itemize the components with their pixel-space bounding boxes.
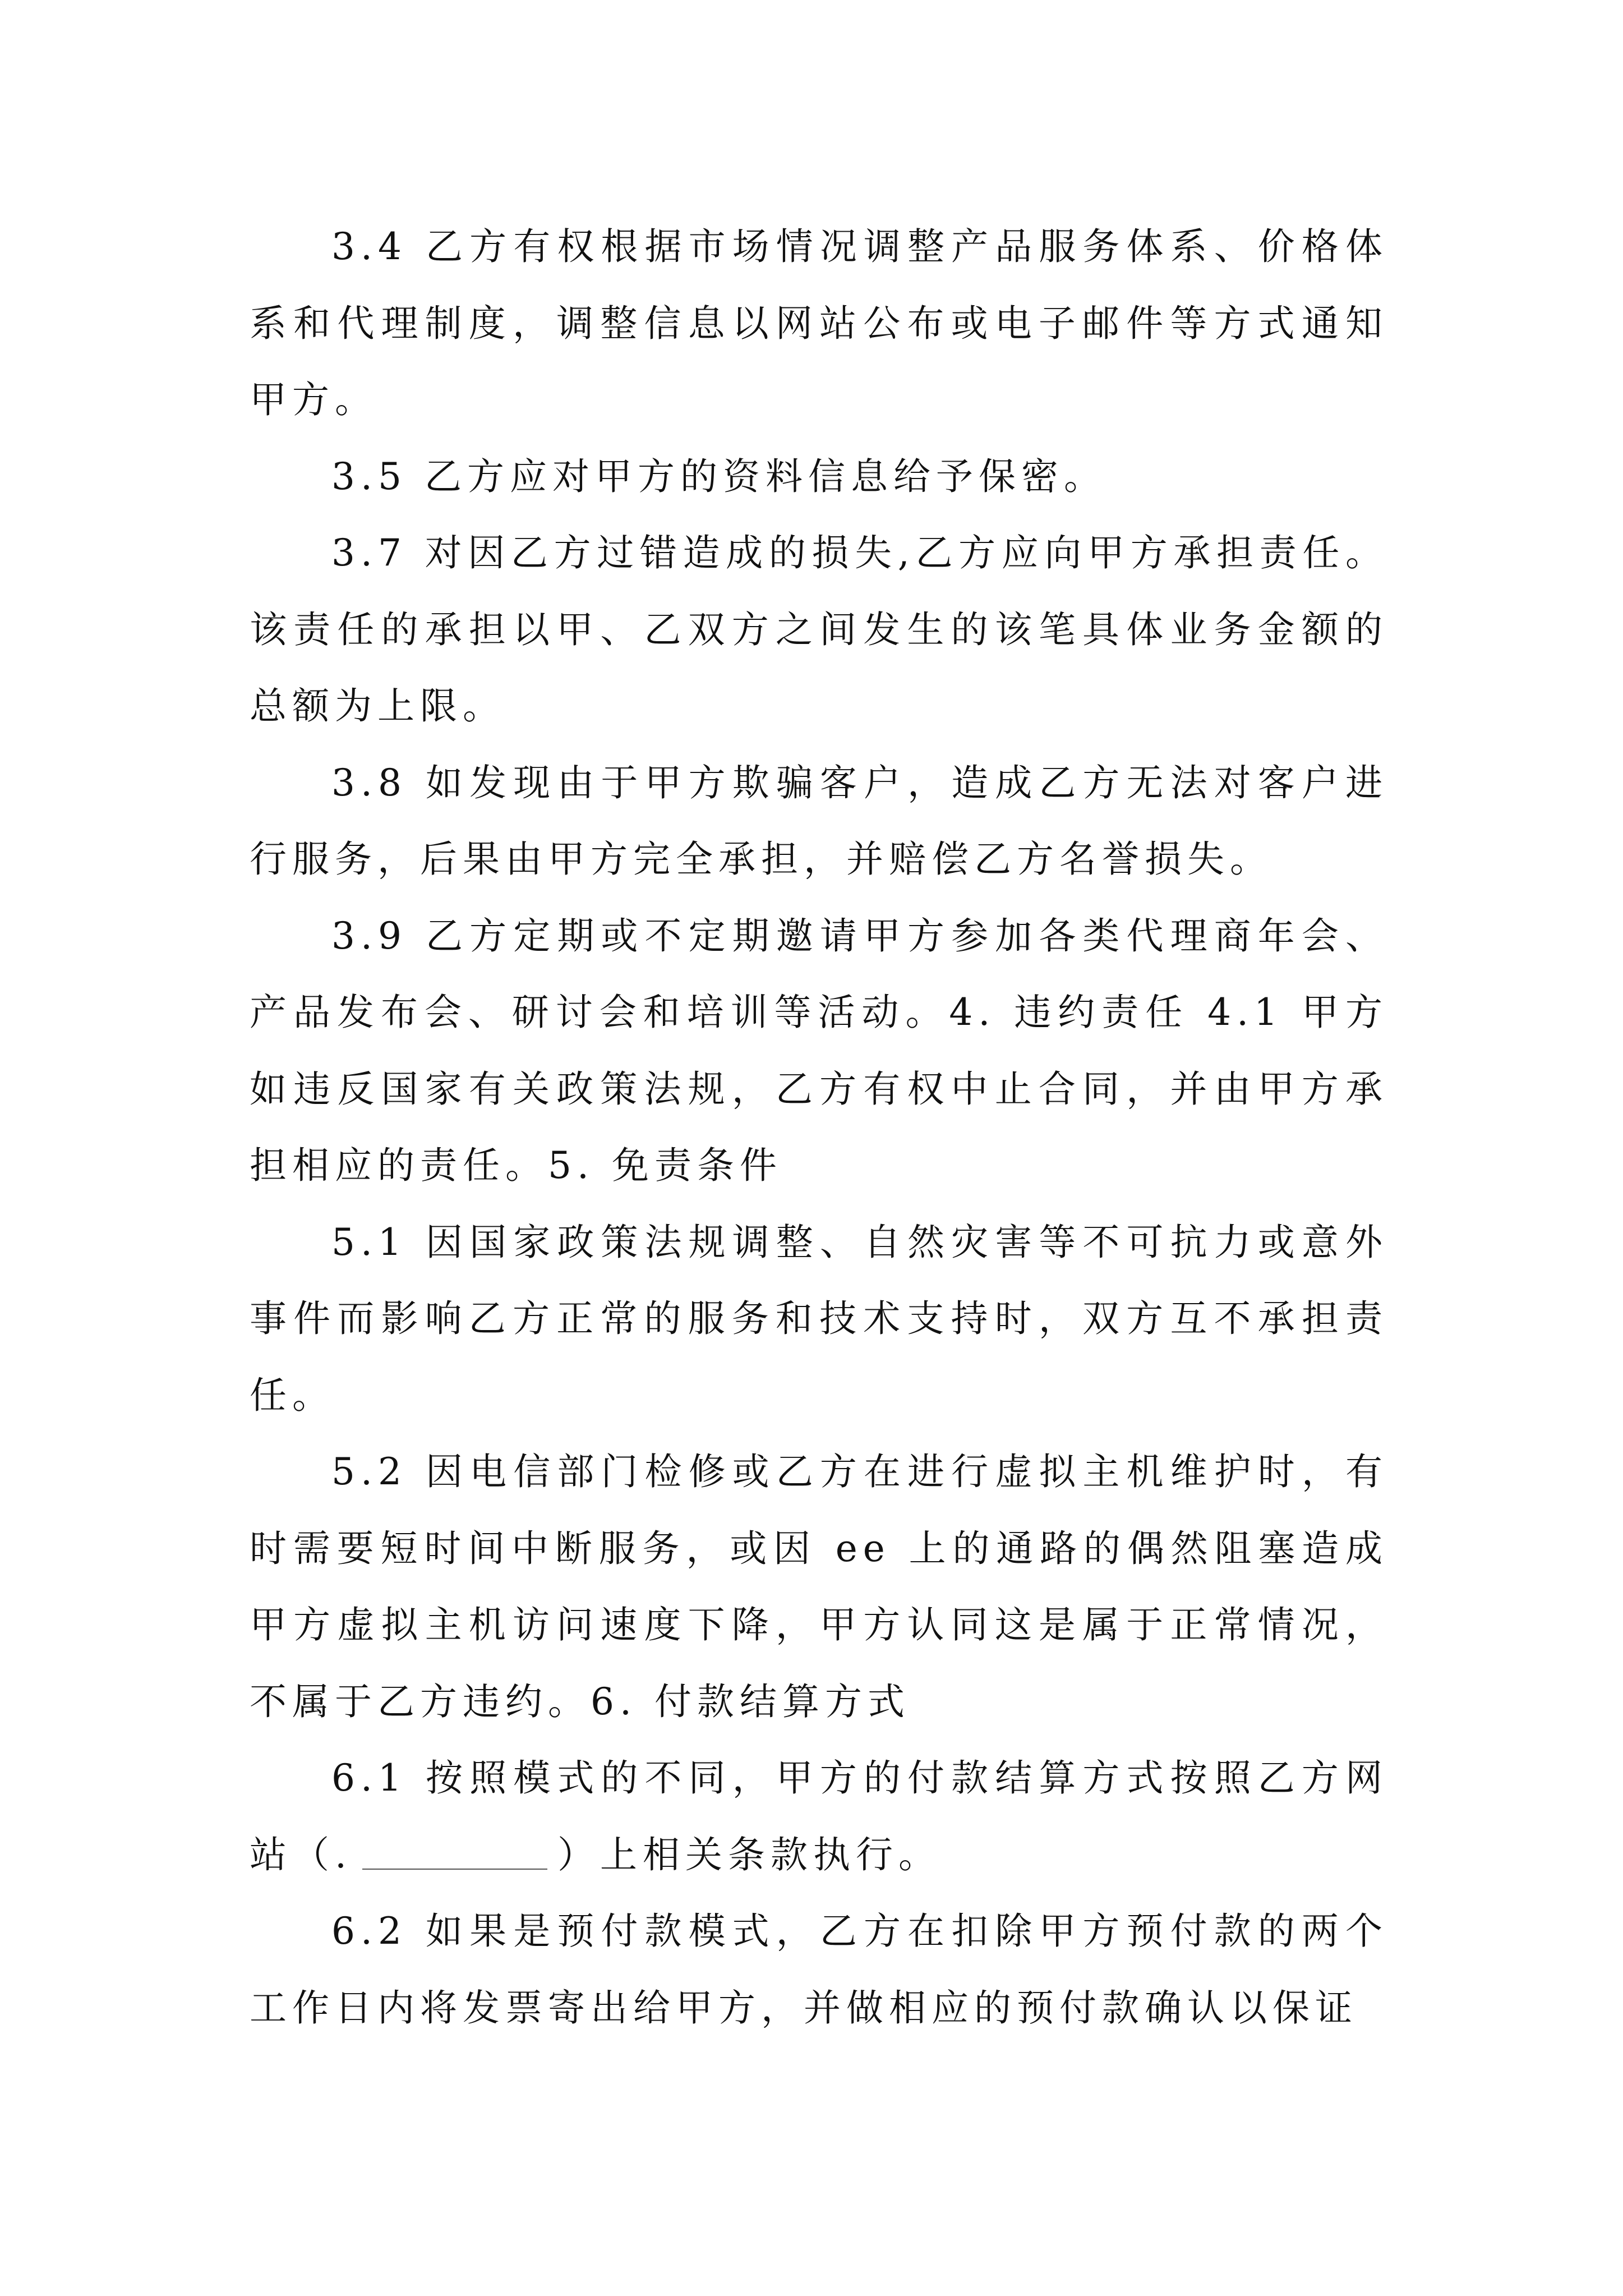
clause-6-1 bbox=[250, 1740, 1388, 1893]
website-blank-field bbox=[362, 1832, 547, 1870]
clause-3-7: 3.7 对因乙方过错造成的损失,乙方应向甲方承担责任。该责任的承担以甲、乙双方之间发生的该笔具体业务金额的总额为上限。 bbox=[250, 531, 1388, 728]
clause-3-9: 3.9 乙方定期或不定期邀请甲方参加各类代理商年会、产品发布会、研讨会和培训等活动。4. 违约责任 4.1 甲方如违反国家有关政策法规，乙方有权中止合同，并由甲方承担相应的责任。5. 免责条件 bbox=[250, 914, 1388, 1187]
clause-3-4: 3.4 乙方有权根据市场情况调整产品服务体系、价格体系和代理制度，调整信息以网站公布或电子邮件等方式通知甲方。 bbox=[250, 225, 1388, 421]
clause-5-1: 5.1 因国家政策法规调整、自然灾害等不可抗力或意外事件而影响乙方正常的服务和技术支持时，双方互不承担责任。 bbox=[250, 1220, 1388, 1417]
clause-3-8: 3.8 如发现由于甲方欺骗客户，造成乙方无法对客户进行服务，后果由甲方完全承担，并赔偿乙方名誉损失。 bbox=[250, 761, 1388, 881]
clause-6-2: 6.2 如果是预付款模式，乙方在扣除甲方预付款的两个工作日内将发票寄出给甲方，并做相应的预付款确认以保证 bbox=[250, 1910, 1388, 2030]
clause-3-5: 3.5 乙方应对甲方的资料信息给予保密。 bbox=[331, 454, 1106, 498]
clause-6-1-after: ）上相关条款执行。 bbox=[557, 1833, 941, 1876]
clause-5-2: 5.2 因电信部门检修或乙方在进行虚拟主机维护时，有时需要短时间中断服务，或因 ee 上的通路的偶然阻塞造成甲方虚拟主机访问速度下降，甲方认同这是属于正常情况，不属于乙方违约。6. 付款结算方式 bbox=[250, 1450, 1388, 1723]
contract-body bbox=[250, 209, 1388, 2046]
clause-6-1-before: 6.1 按照模式的不同，甲方的付款结算方式按照乙方网站（. bbox=[250, 1756, 1388, 1876]
